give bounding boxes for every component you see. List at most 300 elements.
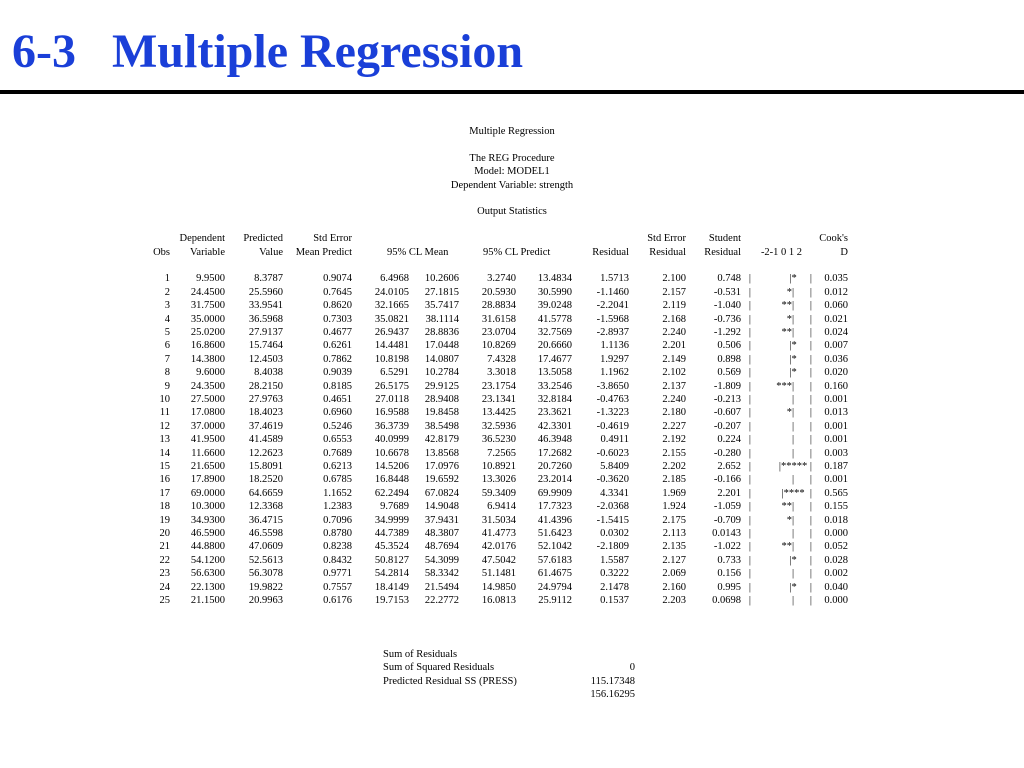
cell-pred: 8.4038	[254, 367, 283, 379]
cell-dep: 24.3500	[190, 380, 225, 392]
cell-clp2: 69.9909	[537, 487, 572, 499]
header-cell: 95% CL Predict	[483, 246, 551, 258]
cell-cook: 0.052	[824, 541, 848, 553]
cell-pred: 64.6659	[248, 487, 283, 499]
cell-clp1: 10.8269	[481, 340, 516, 352]
cell-std: 0.7862	[323, 353, 352, 365]
cell-cook: 0.001	[824, 434, 848, 446]
cell-clp1: 7.2565	[487, 447, 516, 459]
cell-clp2: 51.6423	[537, 528, 572, 540]
cell-dep: 69.0000	[190, 487, 225, 499]
cell-dep: 44.8800	[190, 541, 225, 553]
cell-dep: 11.6600	[191, 447, 225, 459]
cell-residual-plot: | |	[776, 393, 812, 405]
cell-clp1: 51.1481	[481, 568, 516, 580]
cell-residual-plot: **| |	[771, 326, 812, 338]
cell-residual-plot: **| |	[771, 300, 812, 312]
table-row	[148, 540, 848, 553]
cell-residual-plot: | |	[776, 434, 812, 446]
header-cell: D	[840, 246, 848, 258]
cell-clm2: 14.9048	[424, 501, 459, 513]
section-title: Output Statistics	[477, 206, 547, 218]
cell-clp2: 32.8184	[537, 393, 572, 405]
header-cell	[751, 232, 812, 245]
header-cell: Cook's	[819, 233, 848, 245]
cell-stud: -1.809	[713, 380, 741, 392]
cell-clp2: 20.6660	[537, 340, 572, 352]
cell-dep: 9.9500	[196, 273, 225, 285]
table-row	[148, 433, 848, 446]
procedure-title: Multiple Regression	[469, 126, 555, 137]
cell-pred: 25.5960	[248, 286, 283, 298]
cell-obs: 12	[159, 420, 170, 432]
table-row	[148, 299, 848, 312]
cell-res: 0.1537	[600, 595, 629, 607]
cell-pred: 33.9541	[248, 300, 283, 312]
cell-stud: 0.569	[717, 367, 741, 379]
cell-residual-plot: |***** |	[763, 461, 812, 473]
cell-sres: 2.240	[662, 326, 686, 338]
cell-clm1: 54.2814	[374, 568, 409, 580]
cell-clp2: 41.5778	[537, 313, 572, 325]
table-row	[148, 594, 848, 607]
cell-pred: 56.3078	[248, 568, 283, 580]
cell-clm2: 54.3099	[424, 554, 459, 566]
cell-sres: 1.924	[662, 501, 686, 513]
cell-pred: 8.3787	[254, 273, 283, 285]
cell-sres: 2.135	[662, 541, 686, 553]
cell-res: 5.8409	[600, 461, 629, 473]
cell-res: -3.8650	[596, 380, 629, 392]
cell-cook: 0.007	[824, 340, 848, 352]
cell-obs: 8	[164, 367, 170, 379]
cell-clm2: 38.5498	[424, 420, 459, 432]
cell-clm2: 48.3807	[424, 528, 459, 540]
cell-residual-plot: |* |	[773, 273, 812, 285]
cell-separator: |	[746, 313, 751, 325]
cell-separator: |	[746, 541, 751, 553]
cell-clp2: 41.4396	[537, 514, 572, 526]
table-row	[148, 313, 848, 326]
cell-residual-plot: |**** |	[765, 487, 812, 499]
cell-dep: 25.0200	[190, 326, 225, 338]
cell-residual-plot: |* |	[773, 581, 812, 593]
header-cell: Std Error	[313, 233, 352, 245]
cell-sres: 2.149	[662, 353, 686, 365]
table-row	[148, 272, 848, 285]
cell-separator: |	[746, 581, 751, 593]
cell-stud: 0.224	[717, 434, 741, 446]
cell-obs: 14	[159, 447, 170, 459]
cell-residual-plot: | |	[776, 528, 812, 540]
cell-separator: |	[746, 474, 751, 486]
cell-clm1: 18.4149	[374, 581, 409, 593]
cell-sres: 2.185	[662, 474, 686, 486]
cell-cook: 0.001	[824, 474, 848, 486]
header-cell	[148, 232, 170, 245]
cell-std: 0.7096	[323, 514, 352, 526]
cell-clm1: 10.6678	[374, 447, 409, 459]
cell-cook: 0.018	[824, 514, 848, 526]
cell-clm2: 35.7417	[424, 300, 459, 312]
cell-cook: 0.013	[824, 407, 848, 419]
table-row	[148, 380, 848, 393]
cell-stud: 0.0143	[712, 528, 741, 540]
cell-std: 0.8238	[323, 541, 352, 553]
cell-stud: -1.059	[713, 501, 741, 513]
table-row	[148, 286, 848, 299]
cell-res: 0.4911	[600, 434, 629, 446]
cell-clm1: 6.4968	[380, 273, 409, 285]
cell-std: 0.8780	[323, 528, 352, 540]
cell-clm2: 37.9431	[424, 514, 459, 526]
cell-std: 0.9771	[323, 568, 352, 580]
header-cell	[459, 232, 516, 245]
cell-residual-plot: **| |	[771, 501, 812, 513]
cell-res: -1.1460	[596, 286, 629, 298]
cell-clm2: 27.1815	[424, 286, 459, 298]
cell-separator: |	[746, 501, 751, 513]
cell-obs: 15	[159, 461, 170, 473]
cell-clm1: 32.1665	[374, 300, 409, 312]
report-header	[0, 125, 1024, 232]
cell-clm2: 28.8836	[424, 326, 459, 338]
cell-separator: |	[746, 461, 751, 473]
cell-clp1: 14.9850	[481, 581, 516, 593]
cell-dep: 17.8900	[190, 474, 225, 486]
cell-cook: 0.028	[824, 554, 848, 566]
cell-res: -1.3223	[596, 407, 629, 419]
cell-cook: 0.000	[824, 528, 848, 540]
header-cell: Predicted	[243, 233, 283, 245]
cell-obs: 1	[164, 273, 170, 285]
cell-dep: 37.0000	[190, 420, 225, 432]
cell-res: 1.5713	[600, 273, 629, 285]
cell-clp2: 57.6183	[537, 554, 572, 566]
table-row	[148, 366, 848, 379]
cell-stud: -0.207	[713, 420, 741, 432]
cell-clm2: 17.0976	[424, 461, 459, 473]
cell-std: 1.2383	[323, 501, 352, 513]
cell-dep: 27.5000	[190, 393, 225, 405]
cell-clm2: 19.6592	[424, 474, 459, 486]
cell-clp1: 13.4425	[481, 407, 516, 419]
cell-pred: 20.9963	[248, 595, 283, 607]
cell-stud: -1.292	[713, 326, 741, 338]
cell-dep: 21.1500	[190, 595, 225, 607]
slide-number: 6-3	[12, 25, 76, 78]
cell-cook: 0.020	[824, 367, 848, 379]
cell-clp2: 13.4834	[537, 273, 572, 285]
table-row	[148, 554, 848, 567]
summary-value: 156.16295	[590, 689, 635, 701]
cell-clm2: 67.0824	[424, 487, 459, 499]
cell-std: 0.6785	[323, 474, 352, 486]
summary-block	[383, 634, 1024, 701]
dependent-variable-label: Dependent Variable: strength	[450, 179, 574, 191]
table-row	[148, 581, 848, 594]
cell-stud: 2.201	[717, 487, 741, 499]
cell-sres: 2.119	[662, 300, 686, 312]
cell-std: 0.8620	[323, 300, 352, 312]
cell-stud: 0.733	[717, 554, 741, 566]
cell-sres: 2.202	[662, 461, 686, 473]
cell-residual-plot: *| |	[773, 514, 812, 526]
cell-separator: |	[746, 554, 751, 566]
cell-pred: 36.4715	[248, 514, 283, 526]
cell-clm1: 26.9437	[374, 326, 409, 338]
cell-pred: 12.3368	[248, 501, 283, 513]
cell-res: 0.3222	[600, 568, 629, 580]
cell-clm1: 44.7389	[374, 528, 409, 540]
cell-res: -2.2041	[596, 300, 629, 312]
cell-clm1: 34.9999	[374, 514, 409, 526]
cell-stud: 0.0698	[712, 595, 741, 607]
cell-clm1: 50.8127	[374, 554, 409, 566]
cell-clp2: 30.5990	[537, 286, 572, 298]
cell-dep: 31.7500	[190, 300, 225, 312]
cell-clp2: 17.7323	[537, 501, 572, 513]
cell-separator: |	[746, 380, 751, 392]
cell-std: 1.1652	[323, 487, 352, 499]
cell-std: 0.7689	[323, 447, 352, 459]
cell-separator: |	[746, 393, 751, 405]
cell-res: 0.0302	[600, 528, 629, 540]
cell-sres: 2.069	[662, 568, 686, 580]
cell-clp2: 23.3621	[537, 407, 572, 419]
cell-clp2: 20.7260	[537, 461, 572, 473]
cell-residual-plot: | |	[776, 595, 812, 607]
slide-title	[12, 24, 523, 80]
cell-clm1: 19.7153	[374, 595, 409, 607]
summary-label: Sum of Squared Residuals	[383, 662, 495, 674]
table-row	[148, 473, 848, 486]
cell-dep: 10.3000	[190, 501, 225, 513]
cell-clp1: 32.5936	[481, 420, 516, 432]
cell-stud: -0.607	[713, 407, 741, 419]
cell-clp1: 31.6158	[481, 313, 516, 325]
cell-obs: 11	[159, 407, 170, 419]
cell-stud: 0.748	[717, 273, 741, 285]
cell-std: 0.7557	[323, 581, 352, 593]
cell-clp1: 23.1754	[481, 380, 516, 392]
cell-cook: 0.565	[824, 487, 848, 499]
cell-clp1: 16.0813	[481, 595, 516, 607]
cell-residual-plot: | |	[776, 447, 812, 459]
cell-std: 0.7303	[323, 313, 352, 325]
cell-residual-plot: |* |	[773, 340, 812, 352]
cell-clm2: 10.2606	[424, 273, 459, 285]
table-row	[148, 487, 848, 500]
cell-pred: 12.2623	[248, 447, 283, 459]
cell-clp1: 36.5230	[481, 434, 516, 446]
slide-title-text: Multiple Regression	[112, 25, 524, 78]
cell-res: 1.1962	[600, 367, 629, 379]
cell-cook: 0.035	[824, 273, 848, 285]
cell-cook: 0.021	[824, 313, 848, 325]
cell-cook: 0.002	[824, 568, 848, 580]
cell-residual-plot: |* |	[773, 554, 812, 566]
cell-obs: 23	[159, 568, 170, 580]
cell-pred: 36.5968	[248, 313, 283, 325]
cell-residual-plot: *| |	[773, 407, 812, 419]
cell-dep: 24.4500	[190, 286, 225, 298]
cell-cook: 0.187	[824, 461, 848, 473]
cell-separator: |	[746, 286, 751, 298]
cell-clm2: 13.8568	[424, 447, 459, 459]
cell-clp2: 23.2014	[537, 474, 572, 486]
cell-separator: |	[746, 340, 751, 352]
summary-value: 115.17348	[590, 675, 635, 687]
cell-res: -0.6023	[596, 447, 629, 459]
cell-clm1: 45.3524	[374, 541, 409, 553]
cell-residual-plot: | |	[776, 568, 812, 580]
cell-cook: 0.003	[824, 447, 848, 459]
cell-clm2: 38.1114	[425, 313, 459, 325]
cell-stud: -0.709	[713, 514, 741, 526]
cell-stud: 2.652	[717, 461, 741, 473]
procedure-name: The REG Procedure	[469, 152, 555, 164]
cell-obs: 4	[164, 313, 170, 325]
cell-sres: 2.100	[662, 273, 686, 285]
cell-std: 0.5246	[323, 420, 352, 432]
cell-res: -2.0368	[596, 501, 629, 513]
cell-res: -2.8937	[596, 326, 629, 338]
cell-sres: 1.969	[662, 487, 686, 499]
cell-res: 1.5587	[600, 554, 629, 566]
cell-clm1: 16.8448	[374, 474, 409, 486]
cell-clp2: 17.2682	[537, 447, 572, 459]
cell-sres: 2.155	[662, 447, 686, 459]
cell-obs: 22	[159, 554, 170, 566]
cell-dep: 56.6300	[190, 568, 225, 580]
cell-dep: 21.6500	[190, 461, 225, 473]
cell-pred: 52.5613	[248, 554, 283, 566]
cell-cook: 0.036	[824, 353, 848, 365]
cell-pred: 19.9822	[248, 581, 283, 593]
cell-clp1: 47.5042	[481, 554, 516, 566]
cell-pred: 37.4619	[248, 420, 283, 432]
cell-separator: |	[746, 353, 751, 365]
cell-clm1: 40.0999	[374, 434, 409, 446]
cell-clm1: 16.9588	[374, 407, 409, 419]
cell-clm1: 6.5291	[380, 367, 409, 379]
cell-stud: 0.506	[717, 340, 741, 352]
cell-clp1: 13.3026	[481, 474, 516, 486]
cell-clm1: 9.7689	[380, 501, 409, 513]
cell-stud: -1.040	[713, 300, 741, 312]
cell-cook: 0.160	[824, 380, 848, 392]
cell-std: 0.6553	[323, 434, 352, 446]
cell-clm2: 48.7694	[424, 541, 459, 553]
cell-pred: 28.2150	[248, 380, 283, 392]
cell-res: 1.1136	[600, 340, 629, 352]
cell-residual-plot: **| |	[771, 541, 812, 553]
cell-clp1: 3.3018	[487, 367, 516, 379]
cell-obs: 3	[164, 300, 170, 312]
header-cell: Residual	[704, 246, 741, 258]
cell-pred: 27.9763	[248, 393, 283, 405]
header-cell: Residual	[649, 246, 686, 258]
table-row	[148, 339, 848, 352]
cell-clp2: 13.5058	[537, 367, 572, 379]
cell-std: 0.4677	[323, 326, 352, 338]
cell-obs: 13	[159, 434, 170, 446]
header-cell: Variable	[190, 246, 225, 258]
header-cell	[572, 232, 629, 245]
summary-label: Predicted Residual SS (PRESS)	[383, 675, 517, 687]
cell-clm1: 14.4481	[374, 340, 409, 352]
cell-clm2: 58.3342	[424, 568, 459, 580]
cell-res: -2.1809	[596, 541, 629, 553]
header-cell: Obs	[153, 246, 170, 258]
cell-obs: 25	[159, 595, 170, 607]
cell-stud: 0.898	[717, 353, 741, 365]
cell-obs: 17	[159, 487, 170, 499]
cell-pred: 15.7464	[248, 340, 283, 352]
table-row	[148, 500, 848, 513]
cell-clm1: 10.8198	[374, 353, 409, 365]
cell-stud: 0.156	[717, 568, 741, 580]
cell-pred: 41.4589	[248, 434, 283, 446]
cell-separator: |	[746, 568, 751, 580]
cell-stud: -1.022	[713, 541, 741, 553]
header-cell: Mean Predict	[295, 246, 352, 258]
cell-clp2: 33.2546	[537, 380, 572, 392]
cell-obs: 24	[159, 581, 170, 593]
cell-clp2: 46.3948	[537, 434, 572, 446]
cell-dep: 17.0800	[190, 407, 225, 419]
table-row	[148, 460, 848, 473]
cell-separator: |	[746, 420, 751, 432]
header-cell: -2-1 0 1 2	[760, 246, 803, 258]
cell-clm2: 42.8179	[424, 434, 459, 446]
cell-cook: 0.001	[824, 420, 848, 432]
cell-clm2: 19.8458	[424, 407, 459, 419]
cell-clm2: 21.5494	[424, 581, 459, 593]
cell-std: 0.6213	[323, 461, 352, 473]
cell-std: 0.8185	[323, 380, 352, 392]
cell-obs: 7	[164, 353, 170, 365]
header-cell	[741, 246, 751, 259]
cell-clp1: 7.4328	[487, 353, 516, 365]
header-row-bottom	[148, 246, 848, 259]
cell-residual-plot: *| |	[773, 286, 812, 298]
cell-obs: 5	[164, 326, 170, 338]
cell-residual-plot: ***| |	[768, 380, 812, 392]
cell-clp1: 31.5034	[481, 514, 516, 526]
cell-cook: 0.000	[824, 595, 848, 607]
cell-separator: |	[746, 595, 751, 607]
cell-dep: 46.5900	[190, 528, 225, 540]
header-cell	[741, 232, 751, 245]
cell-std: 0.9074	[323, 273, 352, 285]
header-cell: 95% CL Mean	[387, 246, 449, 258]
cell-clp1: 6.9414	[487, 501, 516, 513]
cell-clp1: 23.0704	[481, 326, 516, 338]
cell-clp1: 59.3409	[481, 487, 516, 499]
cell-clm2: 29.9125	[424, 380, 459, 392]
cell-residual-plot: *| |	[773, 313, 812, 325]
header-row-top	[148, 232, 848, 245]
cell-res: -1.5415	[596, 514, 629, 526]
cell-clm2: 22.2772	[424, 595, 459, 607]
cell-pred: 27.9137	[248, 326, 283, 338]
header-cell: Value	[259, 246, 283, 258]
cell-clm1: 24.0105	[374, 286, 409, 298]
cell-std: 0.9039	[323, 367, 352, 379]
cell-pred: 12.4503	[248, 353, 283, 365]
